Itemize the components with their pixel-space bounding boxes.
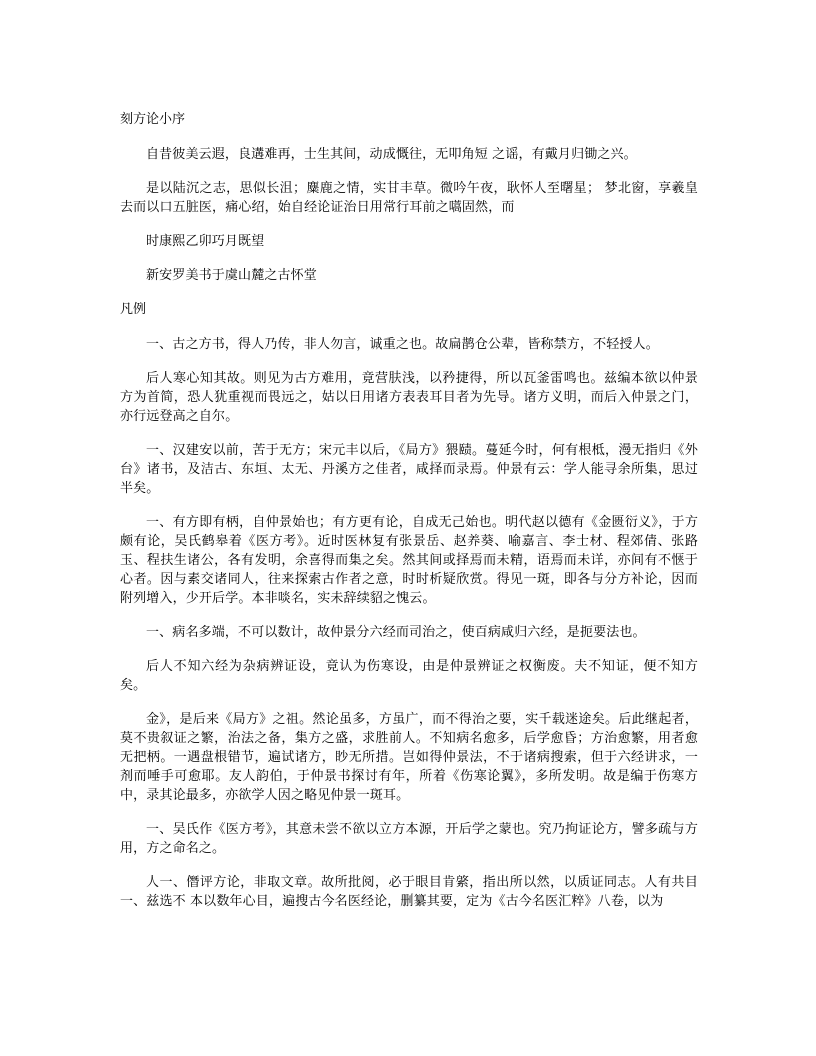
rule-paragraph: 一、汉建安以前，苦于无方；宋元丰以后，《局方》猥赜。蔓延今时，何有根柢，漫无指归《外台》诸书，及洁古、东垣、太无、丹溪方之佳者，咸择而录焉。仲景有云：学人能寻余所集，思过半矣。 (120, 443, 698, 496)
rule-paragraph: 后人不知六经为杂病辨证设，竟认为伤寒设，由是仲景辨证之权衡废。夫不知证，便不知方矣。 (120, 659, 698, 693)
rule-paragraph: 金》，是后来《局方》之祖。然论虽多，方虽广，而不得治之要，实千载迷途矣。后此继起者，莫不贵叙证之繁，治法之备，集方之盛，求胜前人。不知病名愈多，后学愈昏；方治愈繁，用者愈无把柄。一遇盘根错节，遍试诸方，眇无所措。岂如得仲景法，不于诸病搜索，但于六经讲求，一剂而唾手可愈耶。友人韵伯，于仲景书探讨有年，所着《伤寒论翼》，多所发明。故是编于伤寒方中，录其论最多，亦欲学人因之略见仲景一斑耳。 (120, 712, 698, 803)
preface-signature: 新安罗美书于虞山麓之古怀堂 (146, 268, 317, 283)
rule-paragraph: 一、古之方书，得人乃传，非人勿言，诚重之也。故扁鹊仓公辈，皆称禁方，不轻授人。 (146, 337, 659, 352)
rule-paragraph: 后人寒心知其故。则见为古方难用，竟营肤浅，以矜捷得，所以瓦釜雷鸣也。兹编本欲以仲景方为首简，恐人犹重视而畏远之，姑以日用诸方表表耳目者为先导。诸方义明，而后入仲景之门，亦行远登高之自尔。 (120, 371, 698, 424)
rule-paragraph: 人一、僭评方论，非取文章。故所批阅，必于眼目肯綮，指出所以然，以质证同志。人有共目一、兹选不 本以数年心目，遍搜古今名医经论，删纂其要，定为《古今名医汇粹》八卷，以为 (120, 875, 698, 909)
document-title: 刻方论小序 (120, 112, 186, 127)
document-page (120, 110, 698, 926)
section-title: 凡例 (120, 302, 147, 317)
preface-paragraph: 自昔彼美云遐，良遘难再，士生其间，动成慨往，无叩角短 之谣，有戴月归锄之兴。 (146, 147, 637, 162)
rule-paragraph: 一、病名多端，不可以数计，故仲景分六经而司治之，使百病咸归六经，是扼要法也。 (146, 625, 646, 640)
preface-date: 时康熙乙卯巧月既望 (146, 234, 265, 249)
rule-paragraph: 一、吴氏作《医方考》，其意未尝不欲以立方本源，开后学之蒙也。究乃拘证论方，譬多疏与方用，方之命名之。 (120, 822, 698, 856)
rule-paragraph: 一、有方即有柄，自仲景始也；有方更有论，自成无己始也。明代赵以德有《金匮衍义》，于方颇有论，吴氏鹤皋着《医方考》。近时医林复有张景岳、赵养葵、喻嘉言、李士材、程郊倩、张路玉、程扶生诸公，各有发明，余喜得而集之矣。然其间或择焉而未精，语焉而未详，亦间有不惬于心者。因与素交诸同人，往来探索古作者之意，时时析疑欣赏。得见一斑，即各与分方补论，因而附列增入，少开后学。本非啖名，实未辞续貂之愧云。 (120, 515, 698, 606)
preface-paragraph: 是以陆沉之志，思似长沮；麋鹿之情，实甘丰草。微吟午夜，耿怀人至曙星； 梦北窗，享羲皇去而以口五脏医，痛心绍，始自经论证治日用常行耳前之嚆固然，而 (120, 181, 698, 215)
